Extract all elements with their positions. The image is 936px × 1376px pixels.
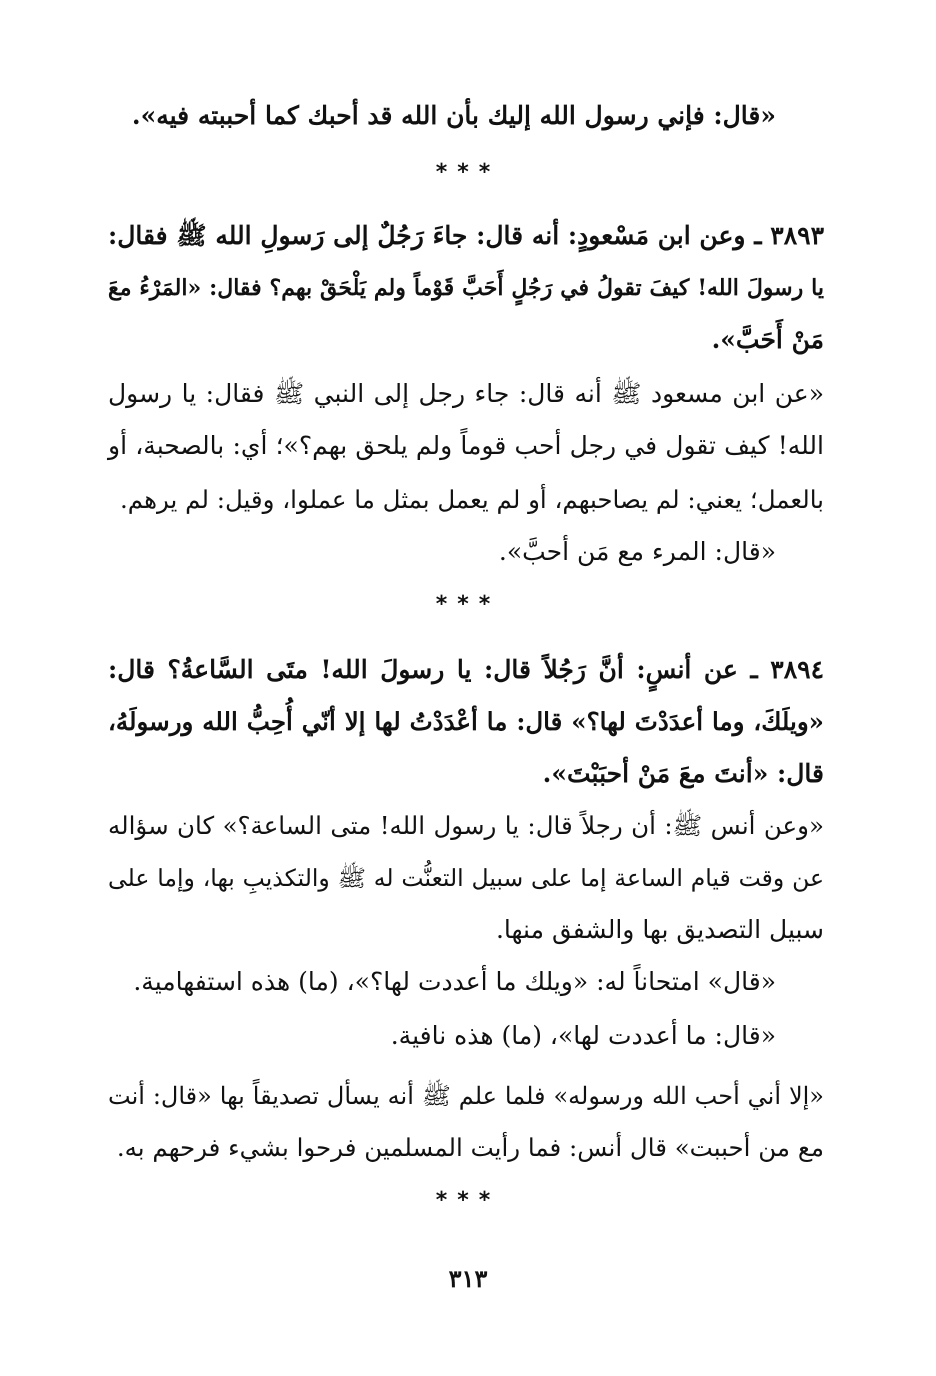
section-separator-3: *** bbox=[435, 1188, 501, 1213]
sharh-3893-line-4: «قال: المرء مع مَن أحبَّ». bbox=[498, 537, 776, 566]
hadith-3894-line-1: ٣٨٩٤ ـ عن أنسٍ: أنَّ رَجُلاً قال: يا رسولَ الله! متَى السَّاعةُ؟ قال: bbox=[108, 655, 824, 684]
sharh-3894-line-6: «إلا أني أحب الله ورسوله» فلما علم ﷺ أنه يسأل تصديقاً بها «قال: أنت bbox=[108, 1082, 824, 1110]
sharh-3893-line-1: «عن ابن مسعود ﷺ أنه قال: جاء رجل إلى النبي ﷺ فقال: يا رسول bbox=[108, 379, 824, 408]
hadith-3894-line-2: «ويلَكَ، وما أعدَدْتَ لها؟» قال: ما أعْدَدْتُ لها إلا أنّي أُحِبُّ الله ورسولَهُ، bbox=[108, 707, 824, 736]
text-line-0: «قال: فإني رسول الله إليك بأن الله قد أحبك كما أحببته فيه». bbox=[131, 101, 776, 130]
hadith-3893-line-3: مَنْ أَحَبَّ». bbox=[711, 325, 824, 354]
sharh-3893-line-3: بالعمل؛ يعني: لم يصاحبهم، أو لم يعمل بمثل ما عملوا، وقيل: لم يرهم. bbox=[120, 485, 824, 514]
sharh-3893-line-2: الله! كيف تقول في رجل أحب قوماً ولم يلحق بهم؟»؛ أي: بالصحبة، أو bbox=[108, 431, 824, 460]
sharh-3894-line-4: «قال» امتحاناً له: «ويلك ما أعددت لها؟»، (ما) هذه استفهامية. bbox=[133, 967, 776, 996]
section-separator-2: *** bbox=[435, 592, 501, 617]
sharh-3894-line-2: عن وقت قيام الساعة إما على سبيل التعنُّت له ﷺ والتكذيبِ بها، وإما على bbox=[108, 864, 824, 892]
sharh-3894-line-3: سبيل التصديق بها والشفق منها. bbox=[495, 915, 824, 944]
sharh-3894-line-1: «وعن أنس ﷺ: أن رجلاً قال: يا رسول الله! متى الساعة؟» كان سؤاله bbox=[108, 811, 824, 840]
hadith-3894-line-3: قال: «أنتَ معَ مَنْ أحبَبْتَ». bbox=[542, 759, 824, 788]
page-number: ٣١٣ bbox=[448, 1264, 488, 1293]
section-separator-1: *** bbox=[435, 160, 501, 185]
hadith-3893-line-1: ٣٨٩٣ ـ وعن ابن مَسْعودٍ: أنه قال: جاءَ رَجُلٌ إلى رَسولِ الله ﷺ فقال: bbox=[108, 221, 824, 250]
hadith-3893-line-2: يا رسولَ الله! كيفَ تقولُ في رَجُلٍ أَحَبَّ قَوْماً ولم يَلْحَقْ بهم؟ فقال: «المَرْءُ معَ bbox=[108, 275, 824, 301]
sharh-3894-line-7: مع من أحببت» قال أنس: فما رأيت المسلمين فرحوا بشيء فرحهم به. bbox=[116, 1133, 824, 1162]
sharh-3894-line-5: «قال: ما أعددت لها»، (ما) هذه نافية. bbox=[390, 1021, 776, 1050]
